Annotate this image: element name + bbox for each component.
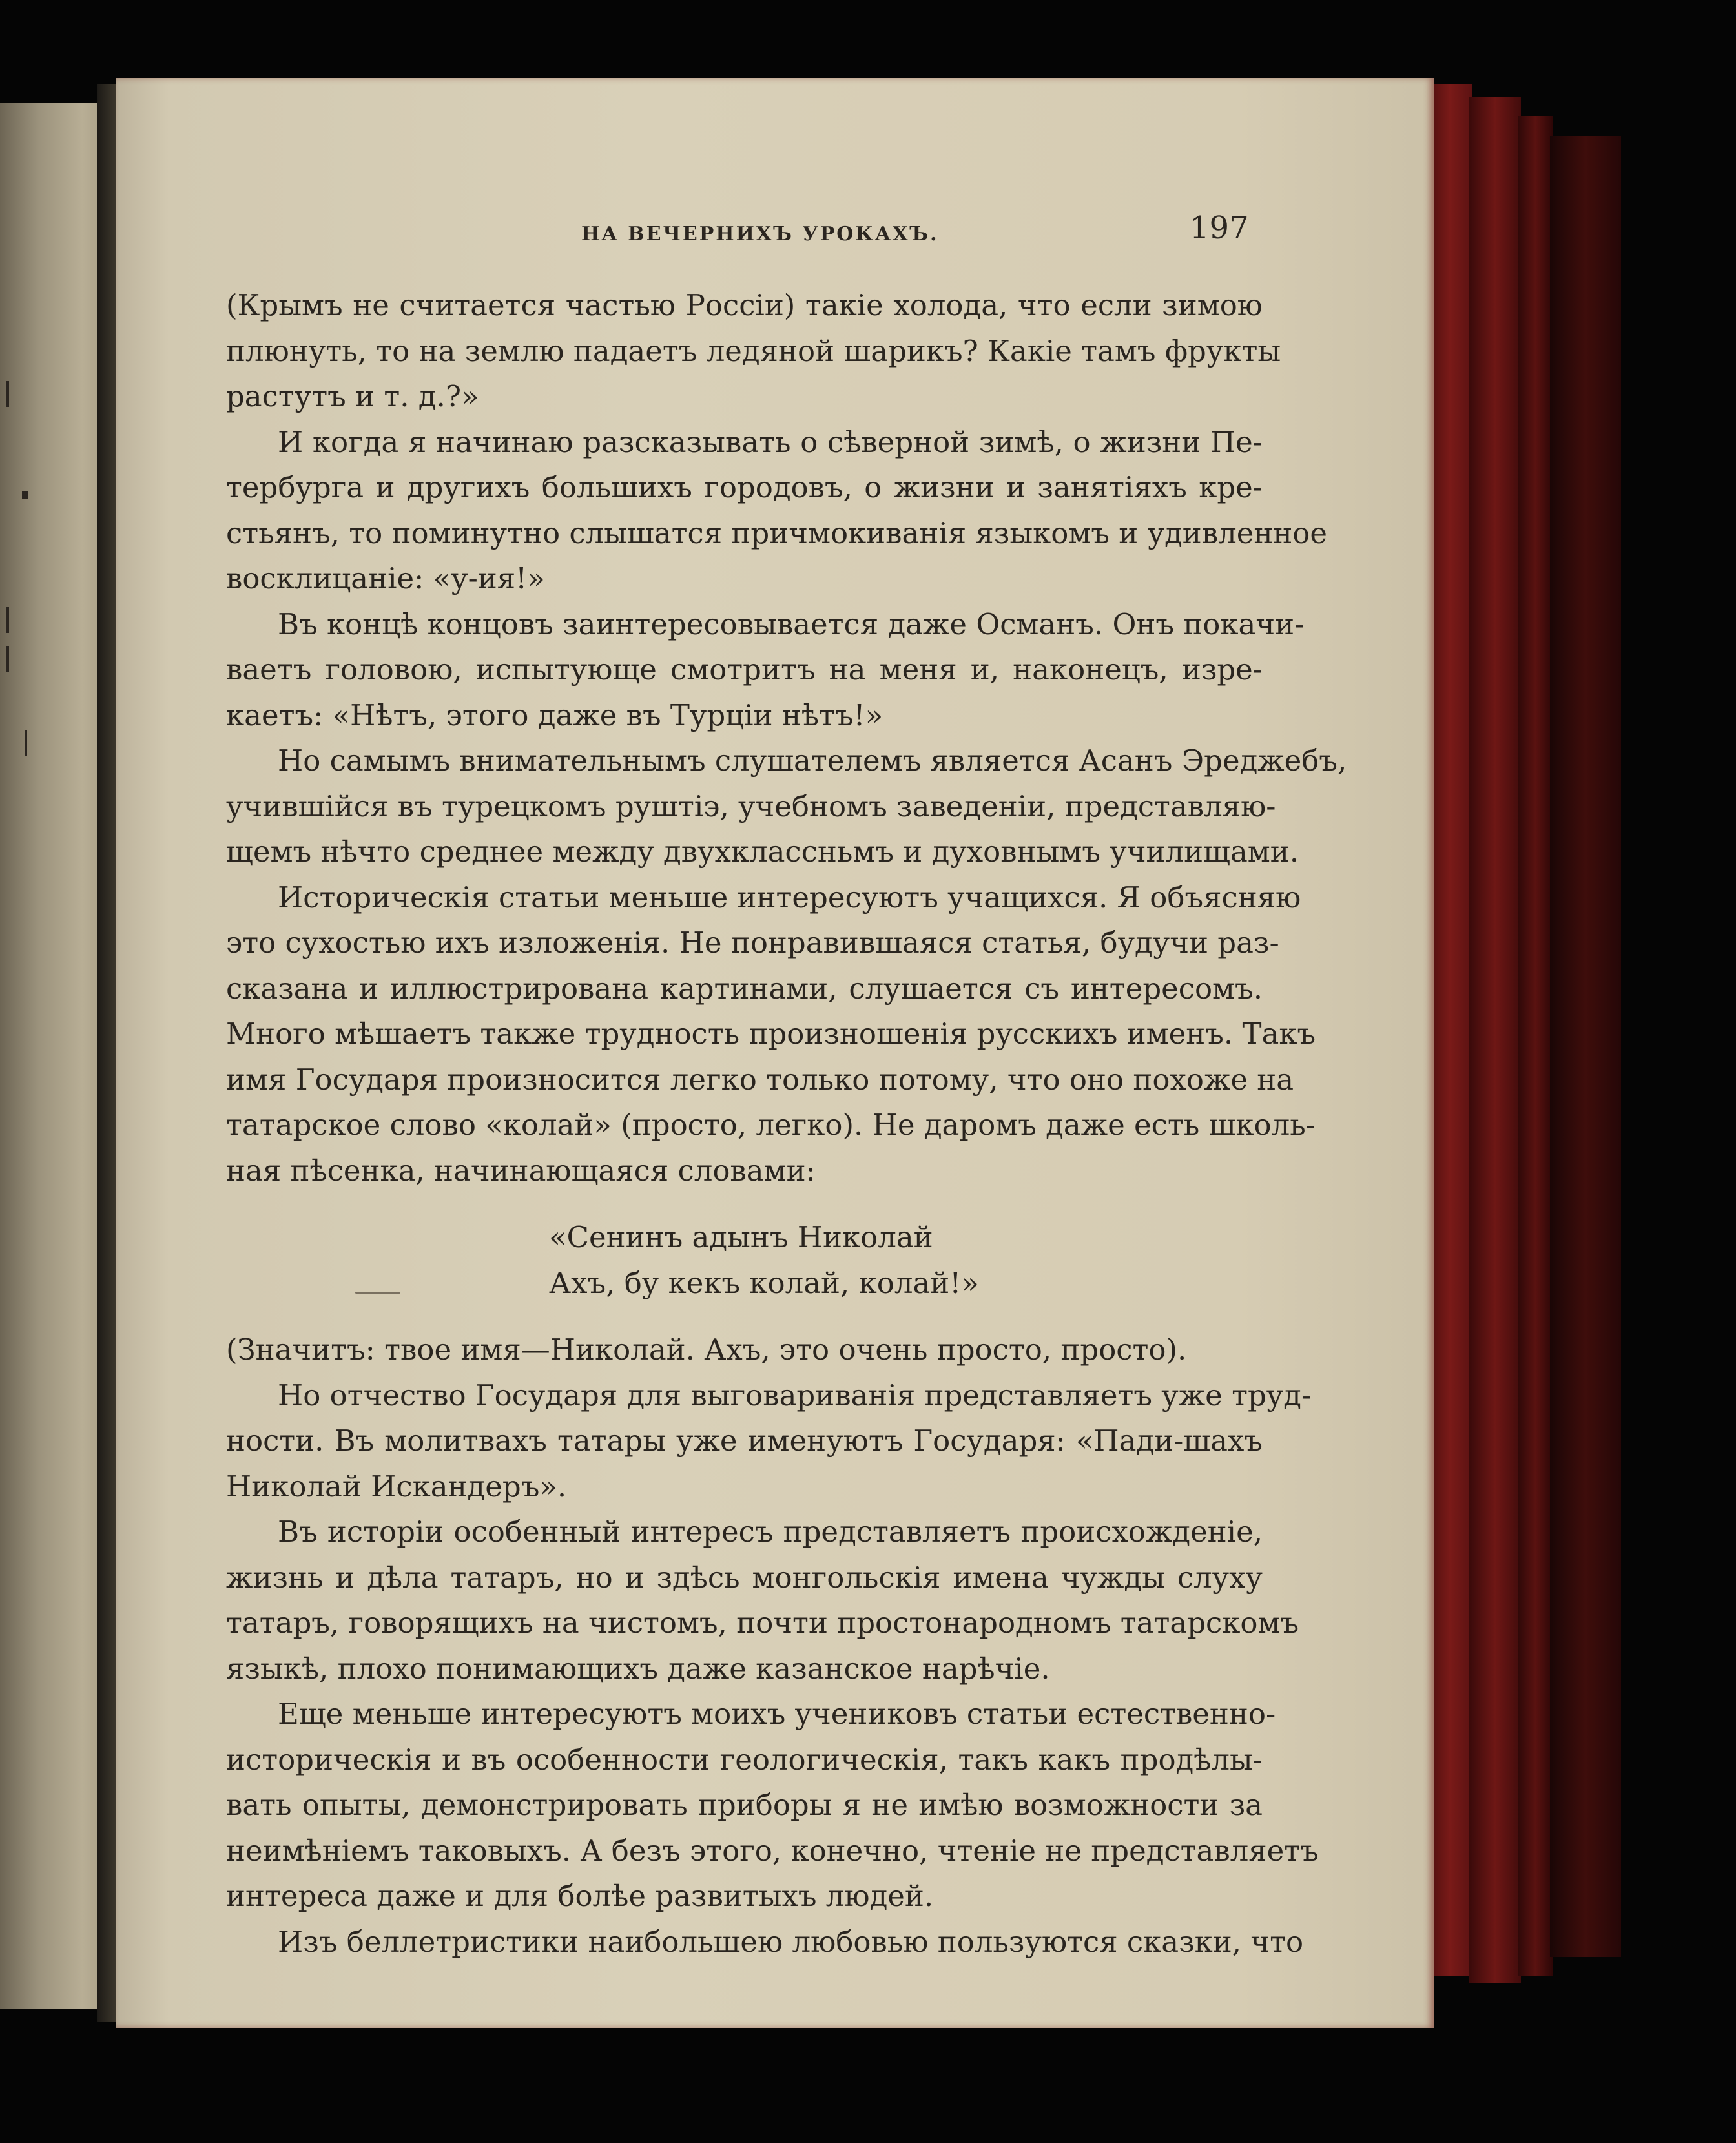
text-line: ная пѣсенка, начинающаяся словами: [226,1153,816,1188]
text-line: учившійся въ турецкомъ руштіэ, учебномъ заведеніи, представляю- [226,789,1276,823]
previous-page-edge [0,103,110,2009]
text-line: растутъ и т. д.?» [226,379,479,413]
paragraph [226,1373,1312,1510]
verse-line: Ахъ, бу кекъ колай, колай!» [549,1265,979,1300]
text-line: неимѣніемъ таковыхъ. А безъ этого, конечно, чтеніе не представляетъ [226,1833,1319,1868]
book-cover-edge [1550,136,1621,1957]
page-text [226,283,1347,1965]
text-line: интереса даже и для болѣе развитыхъ людей. [226,1879,934,1913]
paragraph [226,875,1316,1194]
text-line: Въ исторіи особенный интересъ представляетъ происхожденіе, [278,1515,1263,1549]
text-line: языкѣ, плохо понимающихъ даже казанское нарѣчіе. [226,1651,1050,1686]
text-line: (Значитъ: твое имя—Николай. Ахъ, это очень просто, просто). [226,1332,1187,1367]
text-line: имя Государя произносится легко только потому, что оно похоже на [226,1062,1294,1097]
text-line: сказана и иллюстрирована картинами, слушается съ интересомъ. [226,971,1263,1006]
text-line: (Крымъ не считается частью Россіи) такіе холода, что если зимою [226,288,1263,322]
previous-page-marks [6,381,32,769]
text-line: Но самымъ внимательнымъ слушателемъ является Асанъ Эреджебъ, [278,743,1347,778]
paragraph [226,283,1281,420]
text-line: И когда я начинаю разсказывать о сѣверной зимѣ, о жизни Пе- [278,424,1263,459]
text-line: это сухостью ихъ изложенія. Не понравившаяся статья, будучи раз- [226,926,1279,960]
text-line: ности. Въ молитвахъ татары уже именуютъ Государя: «Пади-шахъ [226,1423,1263,1458]
text-line: татарское слово «колай» (просто, легко). Не даромъ даже есть школь- [226,1108,1316,1142]
paragraph [226,1920,1304,1965]
text-line: Много мѣшаетъ также трудность произношенія русскихъ именъ. Такъ [226,1017,1316,1051]
paragraph [226,1327,1263,1373]
text-line: татаръ, говорящихъ на чистомъ, почти простонародномъ татарскомъ [226,1606,1299,1640]
paragraph [226,738,1347,875]
text-line: Историческія статьи меньше интересуютъ учащихся. Я объясняю [278,880,1301,915]
text-line: Еще меньше интересуютъ моихъ учениковъ статьи естественно- [278,1697,1276,1731]
text-line: плюнуть, то на землю падаетъ ледяной шарикъ? Какіе тамъ фрукты [226,333,1281,368]
page-block-edge [1518,116,1553,1976]
page-block-edge [1427,84,1472,1976]
running-head: НА ВЕЧЕРНИХЪ УРОКАХЪ. [581,223,939,245]
stray-mark [355,1292,400,1294]
book-page [116,78,1434,2028]
text-line: вать опыты, демонстрировать приборы я не имѣю возможности за [226,1788,1263,1822]
page-number: 197 [1190,210,1249,246]
text-line: жизнь и дѣла татаръ, но и здѣсь монгольскія имена чужды слуху [226,1560,1263,1595]
paragraph [226,420,1328,602]
text-line: каетъ: «Нѣтъ, этого даже въ Турціи нѣтъ!» [226,698,884,732]
text-line: Въ концѣ концовъ заинтересовывается даже Османъ. Онъ покачи- [278,606,1305,641]
text-line: щемъ нѣчто среднее между двухклассньмъ и духовнымъ училищами. [226,834,1299,869]
text-line: Николай Искандеръ». [226,1469,567,1504]
text-line: тербурга и другихъ большихъ городовъ, о жизни и занятіяхъ кре- [226,470,1263,504]
text-line: ваетъ головою, испытующе смотритъ на меня и, наконецъ, изре- [226,652,1263,687]
text-line: стьянъ, то поминутно слышатся причмокиванія языкомъ и удивленное [226,515,1328,550]
text-line: восклицаніе: «у-ия!» [226,561,545,595]
verse-line: «Сенинъ адынъ Николай [549,1220,933,1254]
text-line: Но отчество Государя для выговариванія представляетъ уже труд- [278,1378,1312,1413]
text-line: Изъ беллетристики наибольшею любовью пользуются сказки, что [278,1924,1304,1959]
paragraph [226,1509,1299,1692]
page-block-edge [1469,97,1521,1983]
text-line: историческія и въ особенности геологическія, такъ какъ продѣлы- [226,1742,1263,1777]
paragraph [226,602,1305,739]
paragraph [226,1692,1319,1920]
